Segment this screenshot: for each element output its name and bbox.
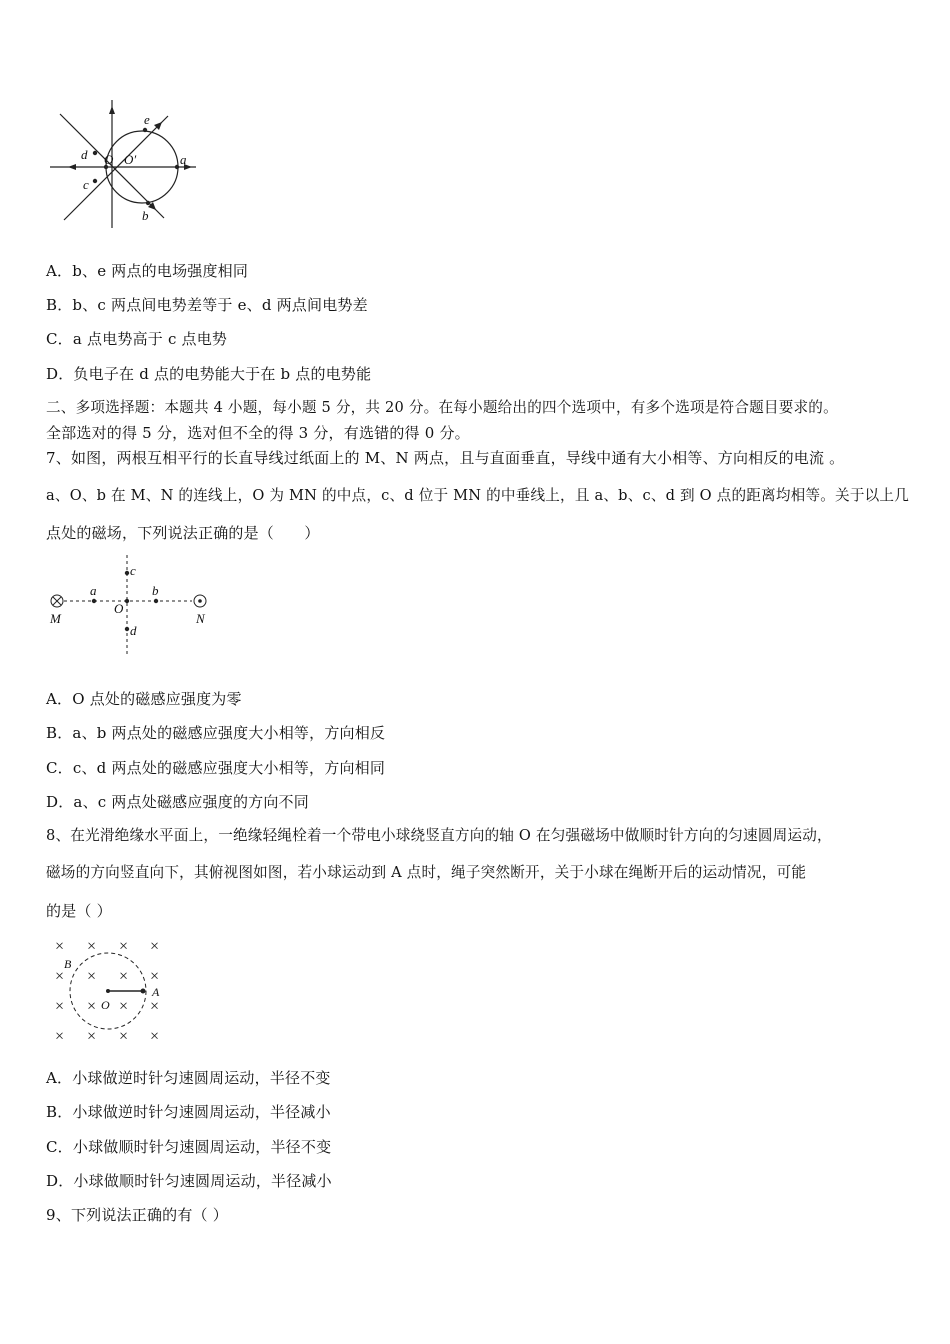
label-d: d	[81, 147, 88, 162]
label-b: b	[142, 208, 149, 223]
figure-magnetic-field-circle	[44, 930, 174, 1050]
section2-header-line1: 二、多项选择题：本题共 4 小题，每小题 5 分，共 20 分。在每小题给出的四个选项中，有多个选项是符合题目要求的。	[46, 399, 838, 416]
q8-option-b: B．小球做逆时针匀速圆周运动，半径减小	[46, 1103, 331, 1121]
q6-option-b: B．b、c 两点间电势差等于 e、d 两点间电势差	[46, 296, 368, 314]
field-cross-2-3: ×	[149, 998, 160, 1015]
field-cross-0-2: ×	[118, 938, 129, 955]
label-A: A	[152, 985, 160, 999]
q8-option-a: A．小球做逆时针匀速圆周运动，半径不变	[46, 1069, 331, 1087]
q7-option-d: D．a、c 两点处磁感应强度的方向不同	[46, 793, 309, 811]
label-a: a	[90, 583, 97, 598]
field-cross-0-1: ×	[86, 938, 97, 955]
field-cross-3-0: ×	[54, 1028, 65, 1045]
label-d: d	[130, 623, 137, 638]
label-b: b	[152, 583, 159, 598]
field-cross-1-3: ×	[149, 968, 160, 985]
q6-option-a: A．b、e 两点的电场强度相同	[46, 262, 249, 280]
label-o: O	[114, 601, 124, 616]
label-B: B	[64, 957, 72, 971]
q6-option-c: C．a 点电势高于 c 点电势	[46, 330, 228, 348]
label-n: N	[196, 611, 205, 626]
q7-stem-line3: 点处的磁场，下列说法正确的是（ ）	[46, 524, 320, 542]
field-cross-2-1: ×	[86, 998, 97, 1015]
field-cross-3-2: ×	[118, 1028, 129, 1045]
q6-option-d: D．负电子在 d 点的电势能大于在 b 点的电势能	[46, 365, 372, 383]
q7-option-c: C．c、d 两点处的磁感应强度大小相等，方向相同	[46, 759, 386, 777]
label-e: e	[144, 112, 150, 127]
field-cross-3-3: ×	[149, 1028, 160, 1045]
q8-option-c: C．小球做顺时针匀速圆周运动，半径不变	[46, 1138, 332, 1156]
q7-stem-line2: a、O、b 在 M、N 的连线上，O 为 MN 的中点，c、d 位于 MN 的中垂线上，且 a、b、c、d 到 O 点的距离均相等。关于以上几	[46, 487, 909, 504]
label-o-prime: O′	[124, 152, 137, 167]
figure-two-wires	[44, 553, 224, 657]
figure-electric-field-circle	[44, 96, 204, 236]
field-cross-2-0: ×	[54, 998, 65, 1015]
q7-option-b: B．a、b 两点处的磁感应强度大小相等，方向相反	[46, 724, 386, 742]
q8-option-d: D．小球做顺时针匀速圆周运动，半径减小	[46, 1172, 332, 1190]
field-cross-3-1: ×	[86, 1028, 97, 1045]
section2-header-line2: 全部选对的得 5 分，选对但不全的得 3 分，有选错的得 0 分。	[46, 424, 470, 442]
q9-stem: 9、下列说法正确的有（ ）	[46, 1206, 228, 1224]
q8-stem-line3: 的是（ ）	[46, 902, 112, 920]
field-cross-1-0: ×	[54, 968, 65, 985]
field-cross-2-2: ×	[118, 998, 129, 1015]
field-cross-1-2: ×	[118, 968, 129, 985]
q8-stem-line1: 8、在光滑绝缘水平面上，一绝缘轻绳栓着一个带电小球绕竖直方向的轴 O 在匀强磁场中做顺时针方向的匀速圆周运动，	[46, 827, 832, 844]
label-a: a	[180, 152, 187, 167]
q8-stem-line2: 磁场的方向竖直向下，其俯视图如图，若小球运动到 A 点时，绳子突然断开，关于小球在绳断开后的运动情况，可能	[46, 864, 807, 881]
field-cross-1-1: ×	[86, 968, 97, 985]
label-c: c	[83, 177, 89, 192]
field-cross-0-0: ×	[54, 938, 65, 955]
field-cross-0-3: ×	[149, 938, 160, 955]
q7-option-a: A．O 点处的磁感应强度为零	[46, 690, 242, 708]
label-c: c	[130, 563, 136, 578]
label-m: M	[50, 611, 61, 626]
label-o: O	[104, 152, 114, 167]
q7-stem-line1: 7、如图，两根互相平行的长直导线过纸面上的 M、N 两点，且与直面垂直，导线中通有大小相等、方向相反的电流 。	[46, 449, 845, 467]
label-O: O	[101, 998, 110, 1012]
